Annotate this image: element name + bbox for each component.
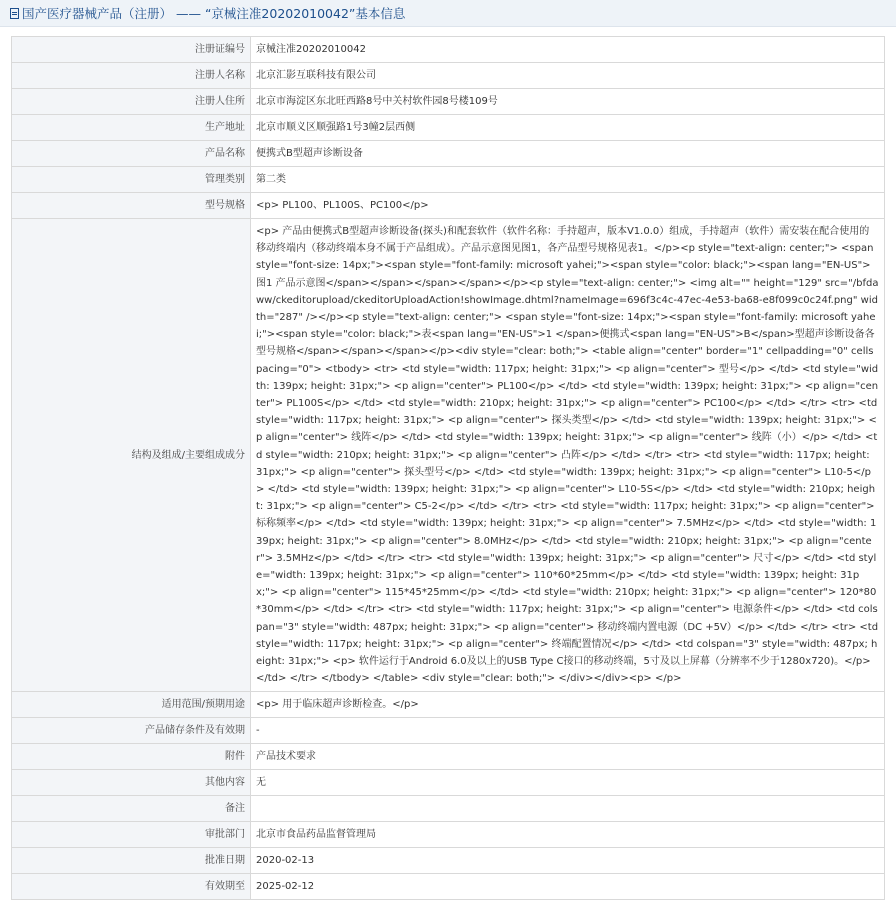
field-value — [251, 796, 885, 822]
table-row — [12, 167, 885, 193]
table-row — [12, 89, 885, 115]
field-value: 北京汇影互联科技有限公司 — [251, 63, 885, 89]
field-label: 产品名称 — [12, 141, 251, 167]
field-label: 结构及组成/主要组成成分 — [12, 219, 251, 692]
field-label: 适用范围/预期用途 — [12, 692, 251, 718]
field-label: 有效期至 — [12, 874, 251, 900]
page-title-bar — [0, 0, 896, 27]
field-label: 其他内容 — [12, 770, 251, 796]
field-label: 注册人名称 — [12, 63, 251, 89]
table-row — [12, 37, 885, 63]
field-value: 便携式B型超声诊断设备 — [251, 141, 885, 167]
table-row — [12, 744, 885, 770]
field-value: - — [251, 718, 885, 744]
field-label: 管理类别 — [12, 167, 251, 193]
info-table — [11, 36, 885, 900]
field-label: 附件 — [12, 744, 251, 770]
field-label: 备注 — [12, 796, 251, 822]
table-row — [12, 193, 885, 219]
table-row — [12, 219, 885, 692]
table-row — [12, 770, 885, 796]
table-row — [12, 718, 885, 744]
field-label: 生产地址 — [12, 115, 251, 141]
field-value: 京械注准20202010042 — [251, 37, 885, 63]
page-title: 国产医疗器械产品（注册） —— “京械注准20202010042”基本信息 — [22, 6, 406, 21]
field-value: <p> 产品由便携式B型超声诊断设备(探头)和配套软件（软件名称：手持超声，版本V1.0.0）组成，手持超声（软件）需安装在配合使用的移动终端内（移动终端本身不属于产品组成）。产品示意图见图1，各产品型号规格见表1。</p><p style="text-align: center;"> <span style="font-size: 14px;"><span style="font-family: microsoft yahei;"><span style="color: black;"><span lang="EN-US">图1 产品示意图</span></span></span></span></p><p style="text-align: center;"> <img alt="" height="129" src="/bfdaww/ckeditorupload/ckeditorUploadAction!showImage.dhtml?nameImage=696f3c4c-47ec-4e53-ba68-e8f099c0c24f.png" width="287" /></p><p style="text-align: center;"> <span style="font-size: 14px;"><span style="font-family: microsoft yahei;"><span style="color: black;">表<span lang="EN-US">1 </span>便携式<span lang="EN-US">B</span>型超声诊断设备各型号规格</span></span></span></p><div style="clear: both;"> <table align="center" border="1" cellpadding="0" cellspacing="0"> <tbody> <tr> <td style="width: 117px; height: 31px;"> <p align="center"> 型号</p> </td> <td style="width: 139px; height: 31px;"> <p align="center"> PL100</p> </td> <td style="width: 139px; height: 31px;"> <p align="center"> PL100S</p> </td> <td style="width: 210px; height: 31px;"> <p align="center"> PC100</p> </td> </tr> <tr> <td style="width: 117px; height: 31px;"> <p align="center"> 探头类型</p> </td> <td style="width: 139px; height: 31px;"> <p align="center"> 线阵</p> </td> <td style="width: 139px; height: 31px;"> <p align="center"> 线阵（小）</p> </td> <td style="width: 210px; height: 31px;"> <p align="center"> 凸阵</p> </td> </tr> <tr> <td style="width: 117px; height: 31px;"> <p align="center"> 探头型号</p> </td> <td style="width: 139px; height: 31px;"> <p align="center"> L10-5</p> </td> <td style="width: 139px; height: 31px;"> <p align="center"> L10-5S</p> </td> <td style="width: 210px; height: 31px;"> <p align="center"> C5-2</p> </td> </tr> <tr> <td style="width: 117px; height: 31px;"> <p align="center"> 标称频率</p> </td> <td style="width: 139px; height: 31px;"> <p align="center"> 7.5MHz</p> </td> <td style="width: 139px; height: 31px;"> <p align="center"> 8.0MHz</p> </td> <td style="width: 210px; height: 31px;"> <p align="center"> 3.5MHz</p> </td> </tr> <tr> <td style="width: 139px; height: 31px;"> <p align="center"> 尺寸</p> </td> <td style="width: 139px; height: 31px;"> <p align="center"> 110*60*25mm</p> </td> <td style="width: 139px; height: 31px;"> <p align="center"> 115*45*25mm</p> </td> <td style="width: 210px; height: 31px;"> <p align="center"> 120*80*30mm</p> </td> </tr> <tr> <td style="width: 117px; height: 31px;"> <p align="center"> 电源条件</p> </td> <td colspan="3" style="width: 487px; height: 31px;"> <p align="center"> 移动终端内置电源（DC +5V）</p> </td> </tr> <tr> <td style="width: 117px; height: 31px;"> <p align="center"> 终端配置情况</p> </td> <td colspan="3" style="width: 487px; height: 31px;"> <p> 软件运行于Android 6.0及以上的USB Type C接口的移动终端，5寸及以上屏幕（分辨率不少于1280x720)。</p> </td> </tr> </tbody> </table> <div style="clear: both;"> </div></div><p> </p> — [251, 219, 885, 692]
table-row — [12, 822, 885, 848]
field-label: 型号规格 — [12, 193, 251, 219]
field-value: 无 — [251, 770, 885, 796]
table-row — [12, 63, 885, 89]
field-label: 审批部门 — [12, 822, 251, 848]
table-row — [12, 874, 885, 900]
table-row — [12, 796, 885, 822]
field-value: <p> PL100、PL100S、PC100</p> — [251, 193, 885, 219]
field-value: <p> 用于临床超声诊断检查。</p> — [251, 692, 885, 718]
field-label: 批准日期 — [12, 848, 251, 874]
field-value: 北京市顺义区顺强路1号3幢2层西侧 — [251, 115, 885, 141]
field-label: 产品储存条件及有效期 — [12, 718, 251, 744]
field-value: 北京市食品药品监督管理局 — [251, 822, 885, 848]
table-row — [12, 848, 885, 874]
field-value: 第二类 — [251, 167, 885, 193]
field-value: 产品技术要求 — [251, 744, 885, 770]
field-value: 2025-02-12 — [251, 874, 885, 900]
field-value: 北京市海淀区东北旺西路8号中关村软件园8号楼109号 — [251, 89, 885, 115]
field-value: 2020-02-13 — [251, 848, 885, 874]
field-label: 注册证编号 — [12, 37, 251, 63]
table-row — [12, 692, 885, 718]
field-label: 注册人住所 — [12, 89, 251, 115]
table-row — [12, 115, 885, 141]
document-icon — [10, 8, 19, 19]
table-row — [12, 141, 885, 167]
